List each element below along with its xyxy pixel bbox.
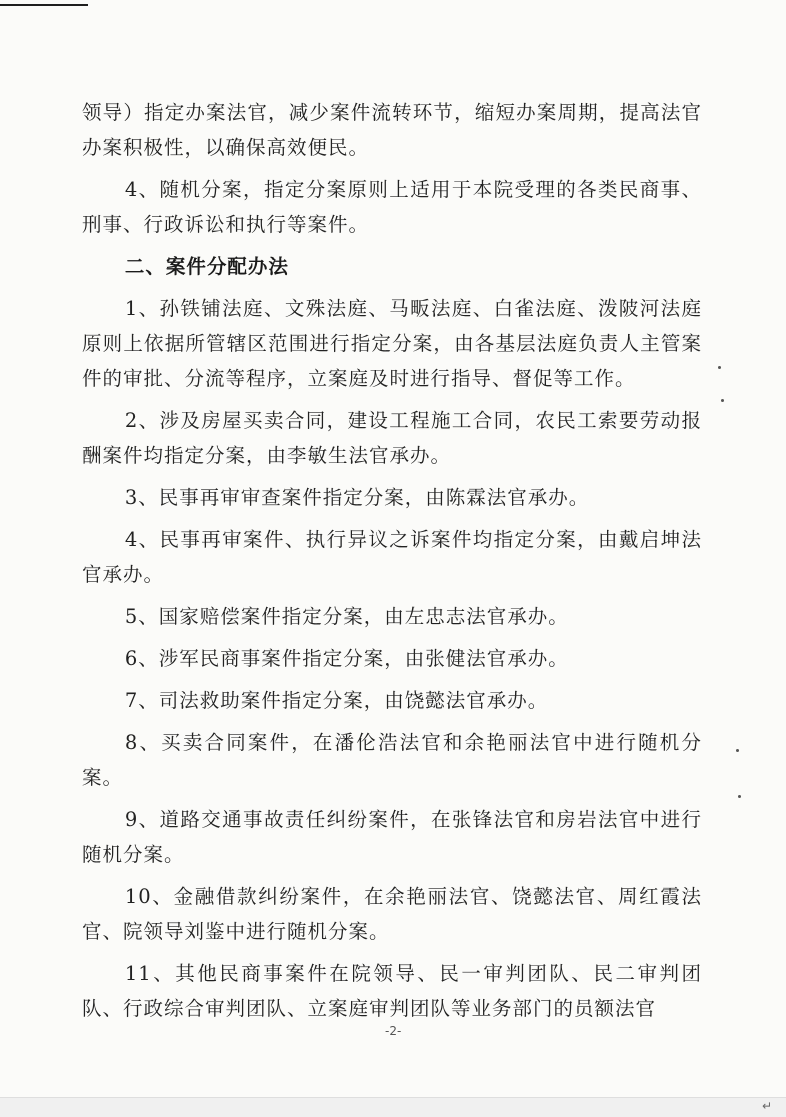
- paragraph-item-9: 9、道路交通事故责任纠纷案件，在张锋法官和房岩法官中进行随机分案。: [82, 808, 702, 866]
- scan-speck: [738, 795, 741, 798]
- document-body: [82, 95, 702, 1033]
- viewer-bottom-bar: [0, 1097, 786, 1117]
- paragraph-item-3: 3、民事再审审查案件指定分案，由陈霖法官承办。: [124, 486, 590, 509]
- paragraph-item-5: 5、国家赔偿案件指定分案，由左忠志法官承办。: [124, 605, 569, 628]
- scan-speck: [721, 399, 724, 402]
- paragraph-item-11: 11、其他民商事案件在院领导、民一审判团队、民二审判团队、行政综合审判团队、立案庭审判团队等业务部门的员额法官: [82, 962, 702, 1020]
- paragraph-item-10: 10、金融借款纠纷案件，在余艳丽法官、饶懿法官、周红霞法官、院领导刘鉴中进行随机分案。: [82, 885, 702, 943]
- paragraph-item-2: 2、涉及房屋买卖合同，建设工程施工合同，农民工索要劳动报酬案件均指定分案，由李敏生法官承办。: [82, 409, 702, 467]
- section-heading-case-allocation: 二、案件分配办法: [124, 255, 289, 278]
- paragraph-item-7: 7、司法救助案件指定分案，由饶懿法官承办。: [124, 689, 549, 712]
- paragraph-item-8: 8、买卖合同案件，在潘伦浩法官和余艳丽法官中进行随机分案。: [82, 731, 702, 789]
- paragraph-continuation: 领导）指定办案法官，减少案件流转环节，缩短办案周期，提高法官办案积极性，以确保高效便民。: [82, 101, 702, 159]
- scan-edge-line: [0, 4, 88, 6]
- scan-speck: [718, 366, 721, 369]
- paragraph-item-1: 1、孙铁铺法庭、文殊法庭、马畈法庭、白雀法庭、泼陂河法庭原则上依据所管辖区范围进行指定分案，由各基层法庭负责人主管案件的审批、分流等程序，立案庭及时进行指导、督促等工作。: [82, 297, 702, 390]
- scan-speck: [736, 749, 739, 752]
- page-number: -2-: [385, 1024, 402, 1038]
- paragraph-item-6: 6、涉军民商事案件指定分案，由张健法官承办。: [124, 647, 569, 670]
- paragraph-random-assignment: 4、随机分案，指定分案原则上适用于本院受理的各类民商事、刑事、行政诉讼和执行等案件。: [82, 178, 702, 236]
- paragraph-return-icon: ↵: [761, 1099, 772, 1113]
- paragraph-item-4: 4、民事再审案件、执行异议之诉案件均指定分案，由戴启坤法官承办。: [82, 528, 702, 586]
